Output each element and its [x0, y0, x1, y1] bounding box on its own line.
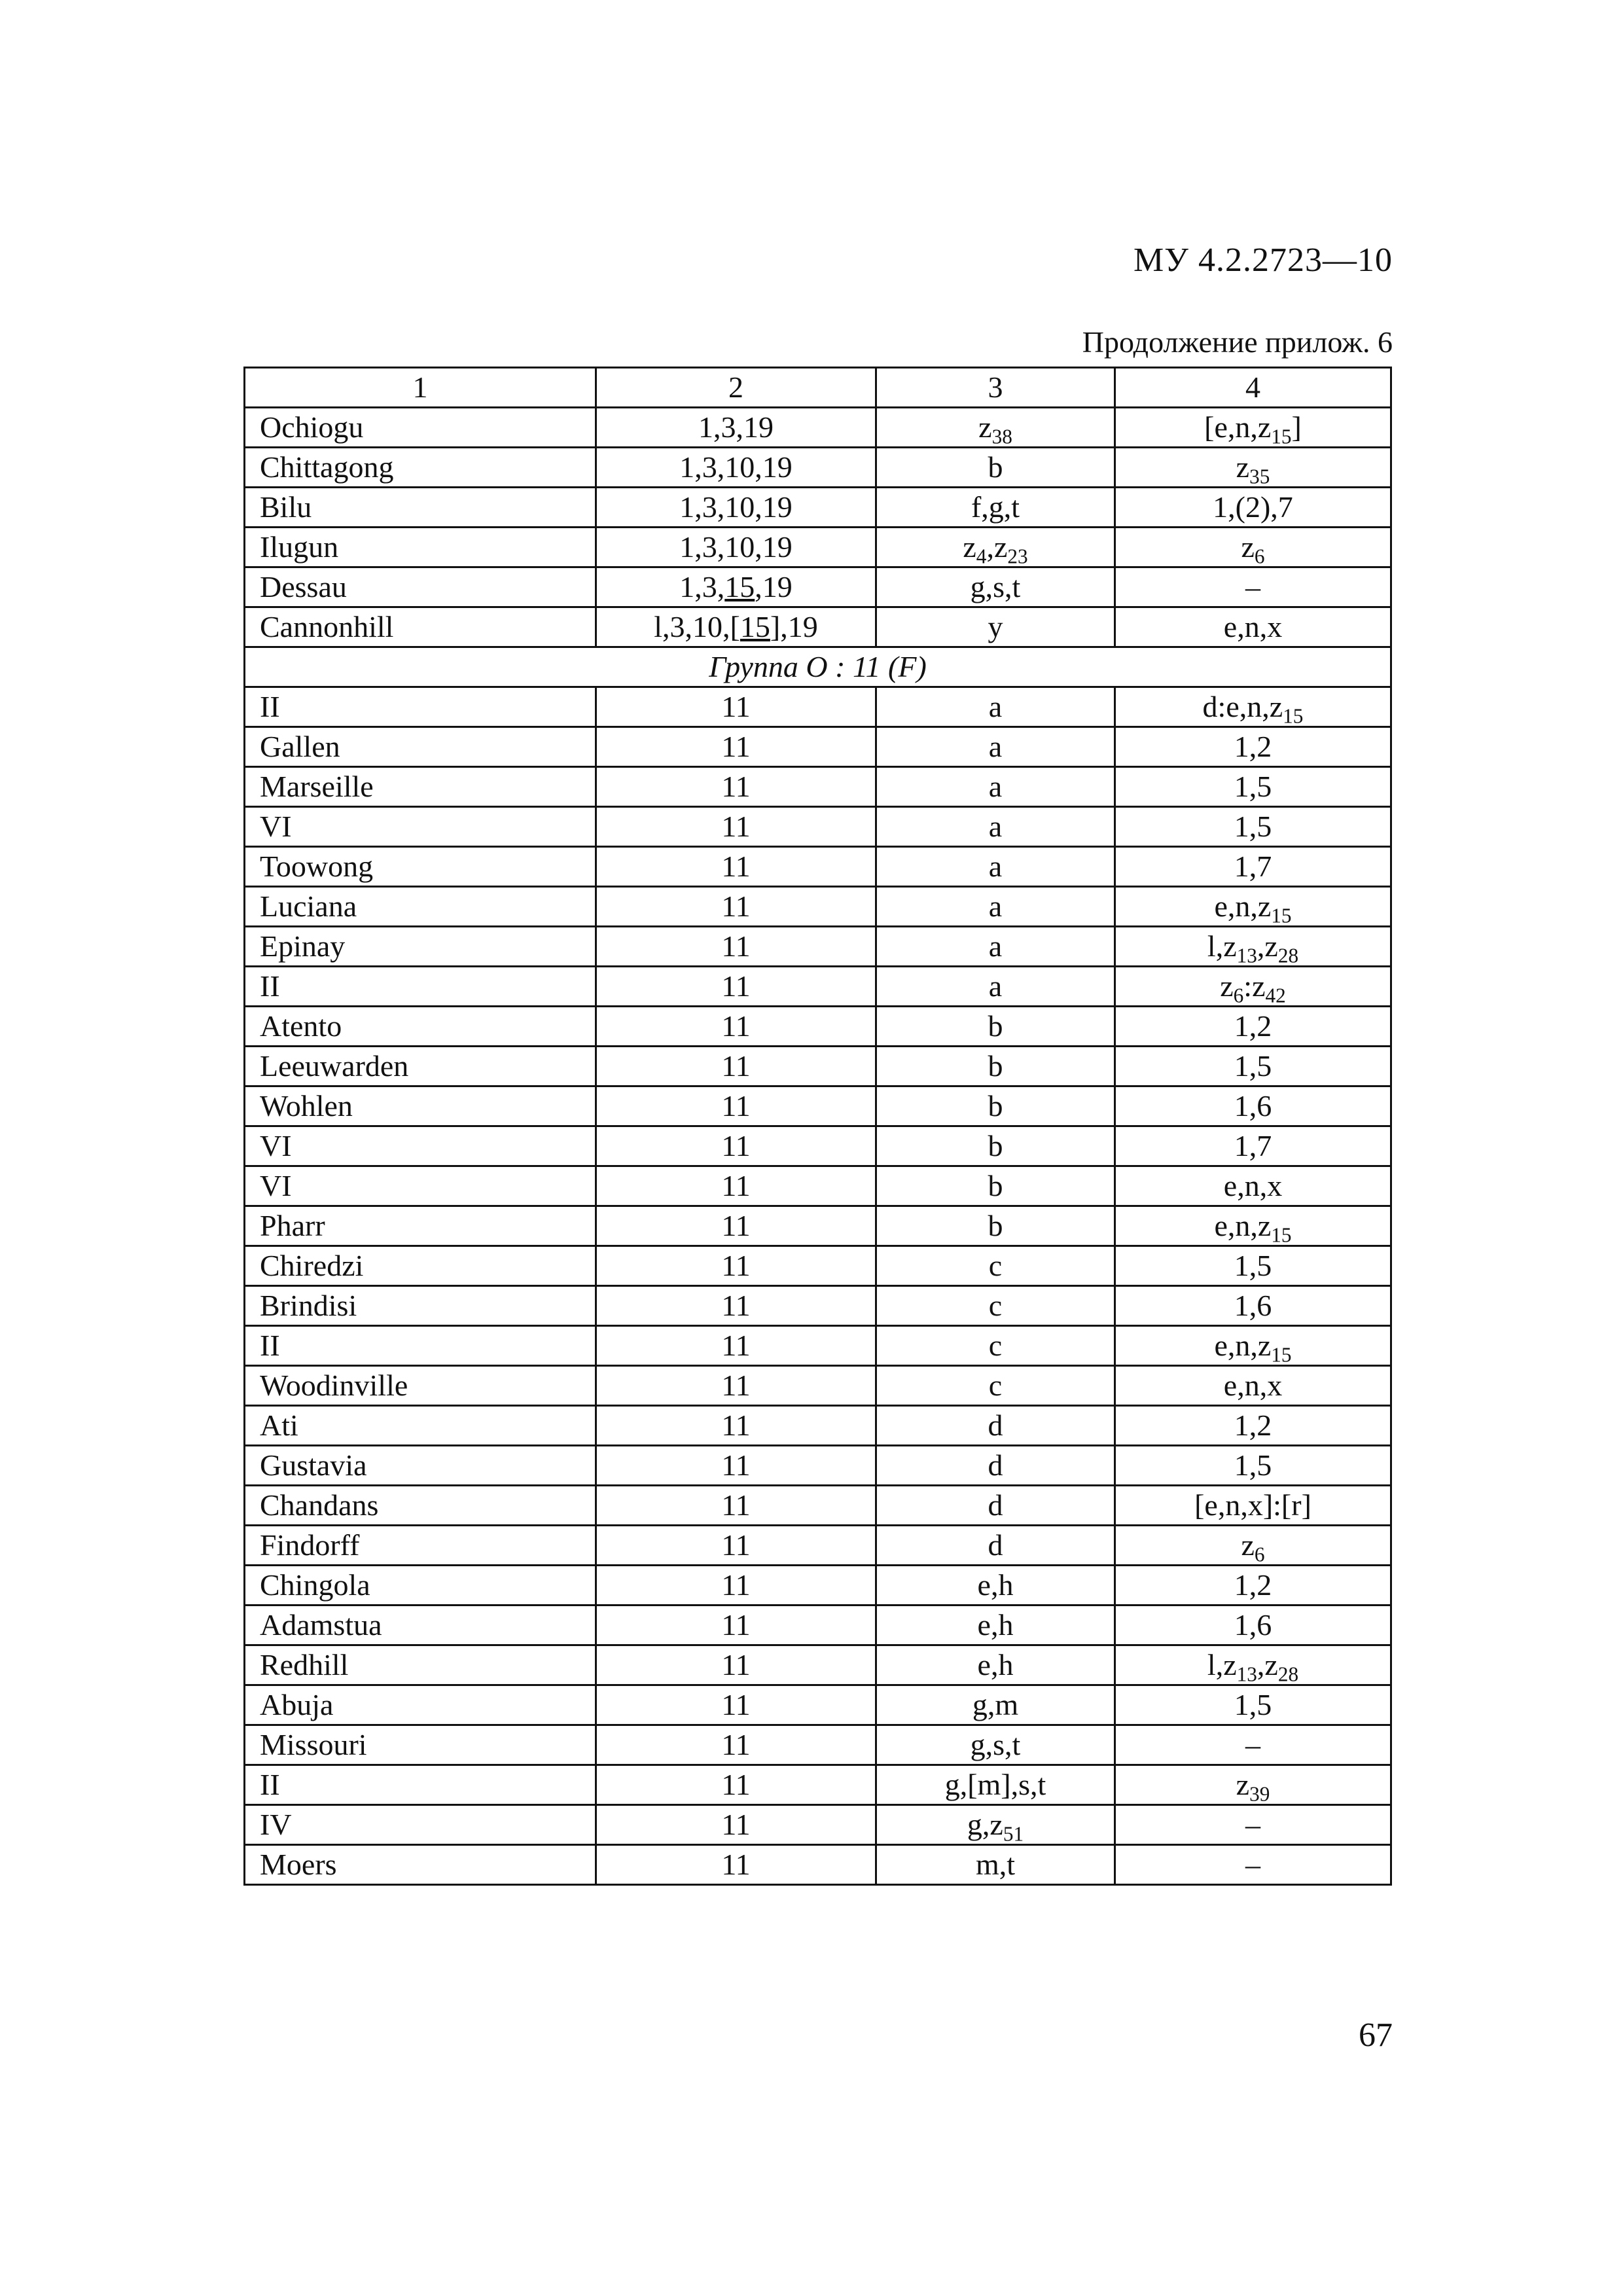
serovar-name-cell: Marseille: [245, 767, 596, 807]
table-row: [245, 1326, 1391, 1366]
serovar-name-cell: Chittagong: [245, 448, 596, 488]
serovar-name-cell: Chingola: [245, 1566, 596, 1605]
h-antigen-phase2-cell: –: [1115, 1805, 1391, 1845]
serovar-name-cell: Findorff: [245, 1526, 596, 1566]
h-antigen-phase2-cell: $[e,n,z_{15}]$: [1115, 408, 1391, 448]
serovar-name-cell: Cannonhill: [245, 607, 596, 647]
h-antigen-phase1-cell: c: [876, 1326, 1115, 1366]
table-row: [245, 1645, 1391, 1685]
serovar-name-cell: Chandans: [245, 1486, 596, 1526]
h-antigen-phase1-cell: a: [876, 847, 1115, 887]
o-antigen-cell: 11: [596, 967, 876, 1007]
serovar-name-cell: Moers: [245, 1845, 596, 1885]
column-header-3: 3: [876, 368, 1115, 408]
h-antigen-phase2-cell: $z_6$: [1115, 528, 1391, 567]
table-row: [245, 488, 1391, 528]
table-header-row: [245, 368, 1391, 408]
h-antigen-phase1-cell: g,s,t: [876, 567, 1115, 607]
table-row: [245, 607, 1391, 647]
h-antigen-phase1-cell: a: [876, 767, 1115, 807]
h-antigen-phase1-cell: $g,z_{51}$: [876, 1805, 1115, 1845]
h-antigen-phase1-cell: e,h: [876, 1645, 1115, 1685]
o-antigen-cell: 11: [596, 1645, 876, 1685]
h-antigen-phase1-cell: a: [876, 727, 1115, 767]
serovar-name-cell: II: [245, 687, 596, 727]
h-antigen-phase2-cell: [e,n,x]:[r]: [1115, 1486, 1391, 1526]
h-antigen-phase1-cell: c: [876, 1246, 1115, 1286]
h-antigen-phase1-cell: c: [876, 1366, 1115, 1406]
o-antigen-cell: 11: [596, 1446, 876, 1486]
h-antigen-phase2-cell: 1,5: [1115, 1047, 1391, 1086]
serovar-name-cell: Adamstua: [245, 1605, 596, 1645]
h-antigen-phase1-cell: a: [876, 927, 1115, 967]
serovar-name-cell: IV: [245, 1805, 596, 1845]
o-antigen-cell: 11: [596, 1246, 876, 1286]
o-antigen-cell: 11: [596, 927, 876, 967]
o-antigen-cell: 11: [596, 1086, 876, 1126]
serovar-name-cell: Ilugun: [245, 528, 596, 567]
h-antigen-phase2-cell: e,n,x: [1115, 607, 1391, 647]
o-antigen-cell: 11: [596, 1286, 876, 1326]
o-antigen-cell: 1,3,10,19: [596, 528, 876, 567]
h-antigen-phase2-cell: $l,z_{13},z_{28}$: [1115, 927, 1391, 967]
group-header-row: [245, 647, 1391, 687]
h-antigen-phase1-cell: a: [876, 807, 1115, 847]
h-antigen-phase2-cell: $l,z_{13},z_{28}$: [1115, 1645, 1391, 1685]
h-antigen-phase1-cell: b: [876, 1206, 1115, 1246]
table-row: [245, 1605, 1391, 1645]
o-antigen-cell: 11: [596, 1166, 876, 1206]
h-antigen-phase1-cell: d: [876, 1446, 1115, 1486]
o-antigen-cell: 11: [596, 807, 876, 847]
o-antigen-cell: 11: [596, 1685, 876, 1725]
serovar-name-cell: Epinay: [245, 927, 596, 967]
serovar-name-cell: Leeuwarden: [245, 1047, 596, 1086]
h-antigen-phase1-cell: $z_{38}$: [876, 408, 1115, 448]
table-body: [245, 368, 1391, 1885]
table-row: [245, 1446, 1391, 1486]
o-antigen-cell: 11: [596, 687, 876, 727]
continuation-note: Продолжение прилож. 6: [1082, 325, 1393, 359]
o-antigen-cell: 11: [596, 727, 876, 767]
h-antigen-phase2-cell: 1,2: [1115, 1406, 1391, 1446]
h-antigen-phase2-cell: $d:e,n,z_{15}$: [1115, 687, 1391, 727]
h-antigen-phase2-cell: $z_6$: [1115, 1526, 1391, 1566]
table-row: [245, 1007, 1391, 1047]
serovar-name-cell: Dessau: [245, 567, 596, 607]
table-row: [245, 1845, 1391, 1885]
o-antigen-cell: 1,3,19: [596, 408, 876, 448]
serovar-name-cell: Gustavia: [245, 1446, 596, 1486]
o-antigen-cell: 11: [596, 887, 876, 927]
table-row: [245, 1526, 1391, 1566]
h-antigen-phase2-cell: $z_{35}$: [1115, 448, 1391, 488]
h-antigen-phase2-cell: 1,5: [1115, 1246, 1391, 1286]
h-antigen-phase1-cell: b: [876, 1166, 1115, 1206]
column-header-4: 4: [1115, 368, 1391, 408]
h-antigen-phase2-cell: –: [1115, 567, 1391, 607]
table-row: [245, 448, 1391, 488]
serovar-name-cell: Pharr: [245, 1206, 596, 1246]
h-antigen-phase1-cell: b: [876, 448, 1115, 488]
serovar-name-cell: II: [245, 967, 596, 1007]
o-antigen-cell: 11: [596, 1366, 876, 1406]
serovar-name-cell: VI: [245, 807, 596, 847]
h-antigen-phase1-cell: b: [876, 1086, 1115, 1126]
h-antigen-phase1-cell: e,h: [876, 1605, 1115, 1645]
serovar-name-cell: Wohlen: [245, 1086, 596, 1126]
serovar-name-cell: Chiredzi: [245, 1246, 596, 1286]
h-antigen-phase1-cell: g,m: [876, 1685, 1115, 1725]
h-antigen-phase2-cell: e,n,x: [1115, 1166, 1391, 1206]
h-antigen-phase1-cell: b: [876, 1047, 1115, 1086]
table-row: [245, 1246, 1391, 1286]
table-row: [245, 1126, 1391, 1166]
o-antigen-cell: 11: [596, 1526, 876, 1566]
o-antigen-cell: 11: [596, 1765, 876, 1805]
o-antigen-cell: 11: [596, 1326, 876, 1366]
h-antigen-phase1-cell: f,g,t: [876, 488, 1115, 528]
h-antigen-phase2-cell: $z_6:z_{42}$: [1115, 967, 1391, 1007]
o-antigen-cell: 11: [596, 767, 876, 807]
table-row: [245, 967, 1391, 1007]
o-antigen-cell: 11: [596, 1486, 876, 1526]
group-label: Группа O : 11 (F): [245, 647, 1391, 687]
table-row: [245, 1765, 1391, 1805]
serovar-name-cell: Redhill: [245, 1645, 596, 1685]
h-antigen-phase1-cell: e,h: [876, 1566, 1115, 1605]
o-antigen-cell: 11: [596, 1047, 876, 1086]
h-antigen-phase2-cell: 1,5: [1115, 1446, 1391, 1486]
table-row: [245, 847, 1391, 887]
table-row: [245, 408, 1391, 448]
h-antigen-phase2-cell: 1,2: [1115, 1007, 1391, 1047]
o-antigen-cell: 1,3,10,19: [596, 488, 876, 528]
table-row: [245, 1206, 1391, 1246]
serovar-name-cell: Missouri: [245, 1725, 596, 1765]
table-row: [245, 1486, 1391, 1526]
o-antigen-cell: 11: [596, 1725, 876, 1765]
h-antigen-phase1-cell: a: [876, 967, 1115, 1007]
table-row: [245, 528, 1391, 567]
serovar-name-cell: Abuja: [245, 1685, 596, 1725]
o-antigen-cell: 11: [596, 847, 876, 887]
table-row: [245, 1286, 1391, 1326]
h-antigen-phase1-cell: a: [876, 887, 1115, 927]
h-antigen-phase2-cell: 1,5: [1115, 1685, 1391, 1725]
o-antigen-cell: 11: [596, 1007, 876, 1047]
table-row: [245, 1566, 1391, 1605]
h-antigen-phase2-cell: $z_{39}$: [1115, 1765, 1391, 1805]
h-antigen-phase2-cell: 1,6: [1115, 1286, 1391, 1326]
column-header-1: 1: [245, 368, 596, 408]
table-row: [245, 1725, 1391, 1765]
serovar-name-cell: Gallen: [245, 727, 596, 767]
table-row: [245, 1685, 1391, 1725]
h-antigen-phase1-cell: d: [876, 1406, 1115, 1446]
serovar-name-cell: VI: [245, 1126, 596, 1166]
table-row: [245, 567, 1391, 607]
o-antigen-cell: 11: [596, 1845, 876, 1885]
table-row: [245, 1047, 1391, 1086]
h-antigen-phase2-cell: 1,6: [1115, 1086, 1391, 1126]
h-antigen-phase1-cell: d: [876, 1486, 1115, 1526]
serovar-name-cell: II: [245, 1765, 596, 1805]
h-antigen-phase2-cell: 1,2: [1115, 727, 1391, 767]
o-antigen-cell: 11: [596, 1605, 876, 1645]
h-antigen-phase1-cell: y: [876, 607, 1115, 647]
table-row: [245, 687, 1391, 727]
table-row: [245, 767, 1391, 807]
o-antigen-cell: 1,3,10,19: [596, 448, 876, 488]
h-antigen-phase1-cell: d: [876, 1526, 1115, 1566]
h-antigen-phase2-cell: –: [1115, 1845, 1391, 1885]
o-antigen-cell: 11: [596, 1126, 876, 1166]
serovar-name-cell: Atento: [245, 1007, 596, 1047]
o-antigen-cell: 11: [596, 1805, 876, 1845]
column-header-2: 2: [596, 368, 876, 408]
o-antigen-cell: 11: [596, 1206, 876, 1246]
table-row: [245, 887, 1391, 927]
serovar-name-cell: Bilu: [245, 488, 596, 528]
document-header-code: МУ 4.2.2723—10: [1133, 242, 1393, 279]
h-antigen-phase1-cell: a: [876, 687, 1115, 727]
table-row: [245, 1366, 1391, 1406]
h-antigen-phase1-cell: g,s,t: [876, 1725, 1115, 1765]
table-row: [245, 1805, 1391, 1845]
serovar-name-cell: Woodinville: [245, 1366, 596, 1406]
serotype-table: [243, 367, 1392, 1886]
table-row: [245, 1406, 1391, 1446]
table-row: [245, 1166, 1391, 1206]
h-antigen-phase2-cell: –: [1115, 1725, 1391, 1765]
o-antigen-cell: 11: [596, 1406, 876, 1446]
table-row: [245, 807, 1391, 847]
h-antigen-phase2-cell: 1,(2),7: [1115, 488, 1391, 528]
h-antigen-phase2-cell: $e,n,z_{15}$: [1115, 1206, 1391, 1246]
page-number: 67: [1359, 2017, 1393, 2054]
table-row: [245, 1086, 1391, 1126]
table-row: [245, 927, 1391, 967]
h-antigen-phase2-cell: 1,7: [1115, 1126, 1391, 1166]
h-antigen-phase2-cell: 1,5: [1115, 807, 1391, 847]
o-antigen-cell: 1,3,15,19: [596, 567, 876, 607]
h-antigen-phase1-cell: b: [876, 1007, 1115, 1047]
o-antigen-cell: 11: [596, 1566, 876, 1605]
serovar-name-cell: VI: [245, 1166, 596, 1206]
serovar-name-cell: Ati: [245, 1406, 596, 1446]
o-antigen-cell: l,3,10,[15],19: [596, 607, 876, 647]
h-antigen-phase2-cell: e,n,x: [1115, 1366, 1391, 1406]
h-antigen-phase2-cell: 1,7: [1115, 847, 1391, 887]
serovar-name-cell: Ochiogu: [245, 408, 596, 448]
h-antigen-phase1-cell: m,t: [876, 1845, 1115, 1885]
h-antigen-phase1-cell: $z_4,z_{23}$: [876, 528, 1115, 567]
serovar-name-cell: Brindisi: [245, 1286, 596, 1326]
h-antigen-phase2-cell: 1,5: [1115, 767, 1391, 807]
h-antigen-phase2-cell: 1,2: [1115, 1566, 1391, 1605]
h-antigen-phase2-cell: $e,n,z_{15}$: [1115, 887, 1391, 927]
h-antigen-phase1-cell: g,[m],s,t: [876, 1765, 1115, 1805]
h-antigen-phase2-cell: 1,6: [1115, 1605, 1391, 1645]
h-antigen-phase1-cell: c: [876, 1286, 1115, 1326]
serovar-name-cell: II: [245, 1326, 596, 1366]
h-antigen-phase1-cell: b: [876, 1126, 1115, 1166]
h-antigen-phase2-cell: $e,n,z_{15}$: [1115, 1326, 1391, 1366]
table-row: [245, 727, 1391, 767]
serovar-name-cell: Toowong: [245, 847, 596, 887]
serovar-name-cell: Luciana: [245, 887, 596, 927]
